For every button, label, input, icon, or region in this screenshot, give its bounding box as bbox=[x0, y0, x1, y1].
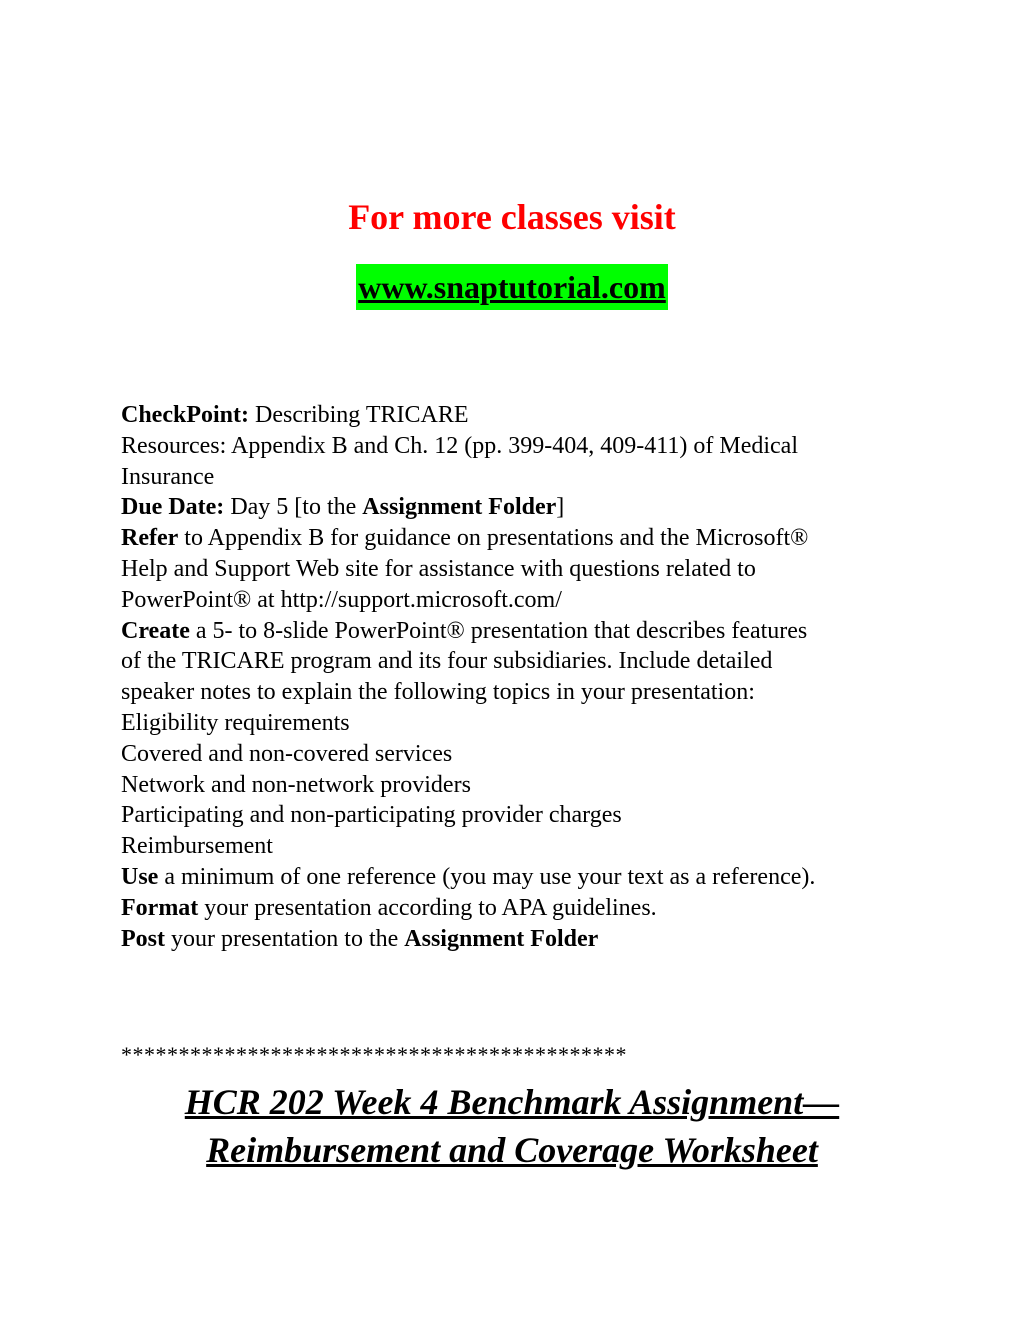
refer-line bbox=[121, 523, 921, 554]
create-text: a 5- to 8-slide PowerPoint® presentation that describes features bbox=[189, 617, 808, 644]
topic-item: Eligibility requirements bbox=[121, 709, 350, 736]
checkpoint-value: Describing TRICARE bbox=[249, 402, 469, 428]
due-date-label: Due Date: bbox=[121, 494, 225, 521]
due-date-close: ] bbox=[556, 494, 565, 521]
format-line bbox=[121, 893, 921, 924]
refer-line-3: PowerPoint® at http://support.microsoft.com/ bbox=[121, 586, 562, 613]
post-folder: Assignment Folder bbox=[404, 925, 599, 952]
use-line bbox=[121, 862, 921, 893]
format-text: your presentation according to APA guidelines. bbox=[198, 894, 657, 921]
topic-item: Participating and non-participating provider charges bbox=[121, 802, 622, 829]
promo-heading: For more classes visit bbox=[348, 197, 676, 237]
topic-item: Covered and non-covered services bbox=[121, 740, 453, 767]
website-link[interactable]: www.snaptutorial.com bbox=[356, 264, 668, 310]
refer-label: Refer bbox=[121, 525, 179, 552]
due-date-text: Day 5 [to the bbox=[224, 494, 363, 521]
format-label: Format bbox=[121, 894, 199, 921]
resources-line-cont: Insurance bbox=[121, 463, 215, 490]
use-label: Use bbox=[121, 863, 159, 890]
refer-text: to Appendix B for guidance on presentations and the Microsoft® bbox=[178, 525, 809, 552]
topic-item: Network and non-network providers bbox=[121, 771, 471, 798]
create-line bbox=[121, 616, 921, 647]
post-text: your presentation to the bbox=[165, 925, 405, 952]
topic-item: Reimbursement bbox=[121, 833, 273, 860]
use-text: a minimum of one reference (you may use your text as a reference). bbox=[158, 863, 816, 890]
post-label: Post bbox=[121, 925, 165, 952]
next-assignment-title bbox=[0, 1078, 1024, 1174]
create-line-3: speaker notes to explain the following topics in your presentation: bbox=[121, 679, 755, 706]
promo-link-container bbox=[0, 264, 1024, 310]
checkpoint-line bbox=[121, 400, 921, 431]
next-title-line-1: HCR 202 Week 4 Benchmark Assignment— bbox=[184, 1082, 840, 1122]
checkpoint-label: CheckPoint: bbox=[121, 402, 249, 428]
post-line bbox=[121, 924, 921, 955]
assignment-description bbox=[121, 400, 921, 954]
create-line-2: of the TRICARE program and its four subsidiaries. Include detailed bbox=[121, 648, 773, 675]
next-title-line-2: Reimbursement and Coverage Worksheet bbox=[206, 1130, 818, 1170]
resources-line: Resources: Appendix B and Ch. 12 (pp. 399-404, 409-411) of Medical bbox=[121, 432, 799, 459]
create-label: Create bbox=[121, 617, 190, 644]
refer-line-2: Help and Support Web site for assistance with questions related to bbox=[121, 555, 756, 582]
due-date-line bbox=[121, 492, 921, 523]
due-date-folder: Assignment Folder bbox=[362, 494, 557, 521]
asterisk-separator: ******************************************** bbox=[121, 1042, 627, 1067]
